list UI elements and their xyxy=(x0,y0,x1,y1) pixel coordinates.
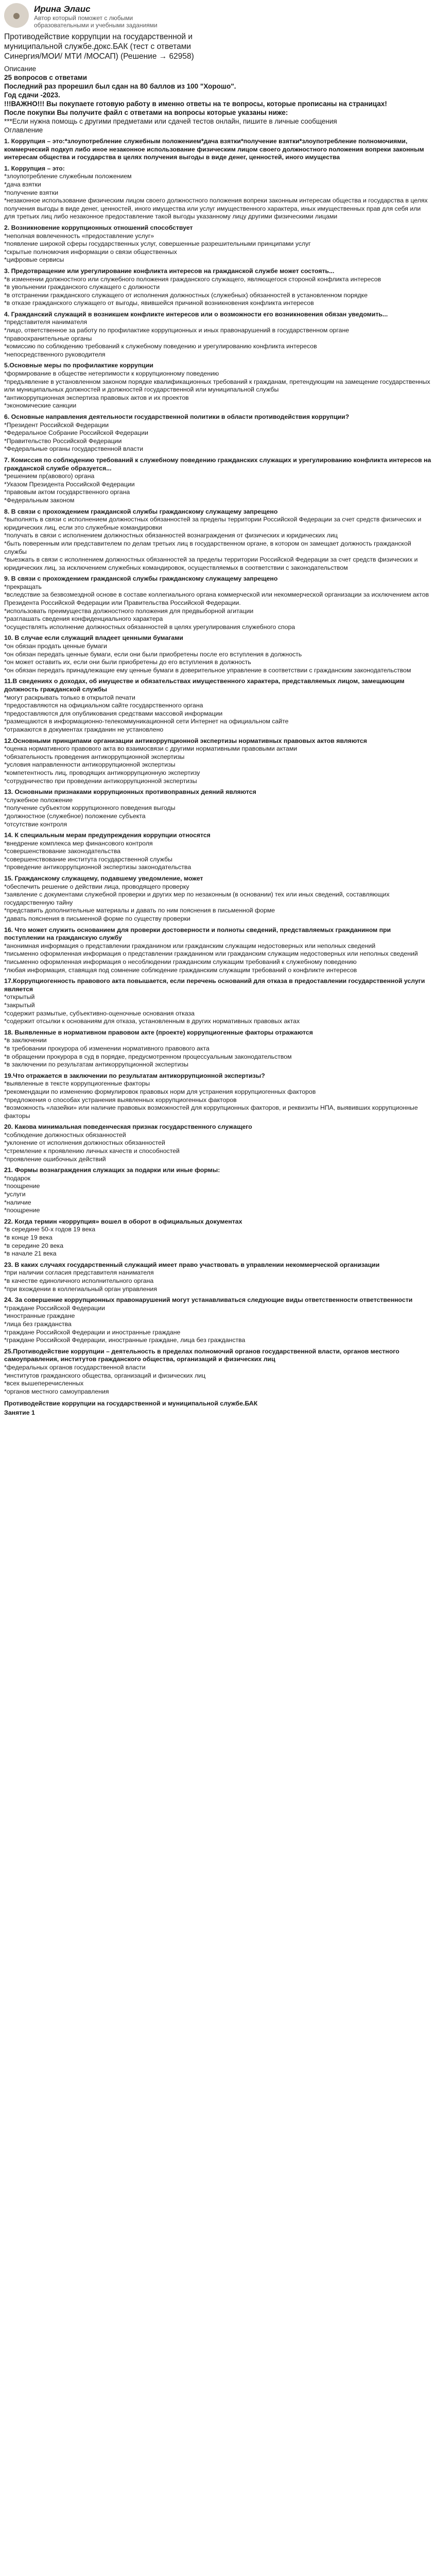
answer-line: *письменно оформленная информация о несоблюдении гражданским служащим требований к служебному поведению xyxy=(4,958,357,965)
author-block xyxy=(4,3,432,29)
answer-line: *он обязан передать ценные бумаги, если они были приобретены после его вступления в должность xyxy=(4,650,302,658)
answer-line: *выезжать в связи с исполнением должностных обязанностей за пределы территории Российской Федерации за счет средств физических и юридических лиц, за исключением служебных командировок, осуществляемых в соответствии с законодательством xyxy=(4,556,418,571)
question-line: 7. Комиссия по соблюдению требований к служебному поведению гражданских служащих и урегулированию конфликта интересов на гражданской службе образуется... xyxy=(4,456,431,472)
question-line: 1. Коррупция – это:*злоупотребление служебным положением*дача взятки*получение взятки*злоупотребление полномочиями, коммерческий подкуп либо иное незаконное использование физическим лицом своего должностного положения вопреки законным интересам общества и государства в целях получения выгоды в виде денег, ценностей, иного имущества xyxy=(4,138,424,161)
answer-line: *давать пояснения в письменной форме по существу проверки xyxy=(4,915,190,923)
answer-line: *лица без гражданства xyxy=(4,1320,72,1328)
answer-line: *граждане Российской Федерации xyxy=(4,1304,105,1312)
questions-count: 25 вопросов с ответами xyxy=(4,74,88,81)
answer-line: *всех вышеперечисленных xyxy=(4,1380,84,1387)
question-line: 25.Противодействие коррупции – деятельность в пределах полномочий органов государственной власти, органов местного самоуправления, институтов гражданского общества, организаций и физических лиц xyxy=(4,1347,399,1363)
answer-line: *в начале 21 века xyxy=(4,1250,57,1258)
answer-line: *Федеральные органы государственной власти xyxy=(4,445,144,453)
answer-line: *должностное (служебное) положение субъекта xyxy=(4,812,146,820)
score-note: Последний раз прорешил был сдан на 80 баллов из 100 "Хорошо". xyxy=(4,82,236,90)
questions-list xyxy=(4,138,432,1396)
answer-line: *прекращать xyxy=(4,583,42,590)
question-line: 16. Что может служить основанием для проверки достоверности и полноты сведений, представляемых гражданином при поступлении на гражданскую службу xyxy=(4,926,391,942)
answer-line: *в обращении прокурора в суд в порядке, предусмотренном процессуальным законодательством xyxy=(4,1053,292,1060)
question-line: 5.Основные меры по профилактике коррупции xyxy=(4,362,153,369)
answer-line: *содержит размытые, субъективно-оценочные основания отказа xyxy=(4,1009,195,1017)
answer-line: *служебное положение xyxy=(4,796,73,804)
answer-line: *формирование в обществе нетерпимости к коррупционному поведению xyxy=(4,370,219,378)
warning-note: После покупки Вы получите файл с ответами на вопросы которые указаны ниже: xyxy=(4,109,288,116)
answer-line: *в увольнении гражданского служащего с должности xyxy=(4,283,160,291)
answer-line: *лицо, ответственное за работу по профилактике коррупционных и иных правонарушений в государственном органе xyxy=(4,327,350,334)
answer-line: *Федеральным законом xyxy=(4,496,75,504)
answer-line: *выполнять в связи с исполнением должностных обязанностей за пределы территории Российской Федерации за счет средств физических и юридических лиц, если это служебные командировки xyxy=(4,516,422,531)
answer-line: *стремление к проявлению личных качеств и способностей xyxy=(4,1147,180,1155)
answer-line: *граждане Российской Федерации и иностранные граждане xyxy=(4,1328,181,1336)
answer-line: *внедрение комплекса мер финансового контроля xyxy=(4,839,153,847)
answer-line: *закрытый xyxy=(4,1001,35,1009)
answer-line: *дача взятки xyxy=(4,180,41,188)
answer-line: *сотрудничество при проведении антикоррупционной экспертизы xyxy=(4,777,197,785)
answer-line: *появление широкой сферы государственных услуг, совершенные разрешительными принципами услуг xyxy=(4,240,311,248)
answer-line: *обеспечить решение о действии лица, проводящего проверку xyxy=(4,883,189,890)
answer-line: *совершенствование института государственной службы xyxy=(4,855,172,863)
answer-line: *в середине 20 века xyxy=(4,1242,64,1249)
answer-line: *отсутствие контроля xyxy=(4,820,67,828)
answer-line: *правовым актом государственного органа xyxy=(4,488,130,496)
question-line: 22. Когда термин «коррупция» вошел в оборот в официальных документах xyxy=(4,1217,242,1225)
answer-line: *получать в связи с исполнением должностных обязанностей вознаграждения от физических и юридических лиц xyxy=(4,532,338,539)
answer-line: *в отстранении гражданского служащего от исполнения должностных (служебных) обязанностей в установленном порядке xyxy=(4,291,368,299)
answer-line: *оценка нормативного правового акта во взаимосвязи с другими нормативными правовыми актами xyxy=(4,745,298,753)
answer-line: *в требовании прокурора об изменении нормативного правового акта xyxy=(4,1044,210,1052)
answer-line: *поощрение xyxy=(4,1182,40,1190)
question-line: 18. Выявленные в нормативном правовом акте (проекте) коррупциогенные факторы отражаются xyxy=(4,1028,313,1036)
answer-line: *экономические санкции xyxy=(4,402,77,410)
answer-line: *Правительство Российской Федерации xyxy=(4,437,122,445)
answer-line: *содержит отсылки к основаниям для отказа, установленным в других нормативных правовых актах xyxy=(4,1018,300,1025)
answer-line: *иностранные граждане xyxy=(4,1312,75,1320)
answer-line: *в отказе гражданского служащего от выгоды, явившейся причиной возникновения конфликта интересов xyxy=(4,299,314,307)
question-line: 1. Коррупция – это: xyxy=(4,164,65,172)
answer-line: *в середине 50-х годов 19 века xyxy=(4,1226,96,1233)
author-avatar[interactable]: ● xyxy=(4,3,29,28)
meta-block xyxy=(4,64,432,134)
answer-line: *размещаются в информационно-телекоммуникационной сети Интернет на официальном сайте xyxy=(4,718,289,725)
answer-line: *получение субъектом коррупционного поведения выгоды xyxy=(4,804,176,812)
answer-line: *услуги xyxy=(4,1191,26,1198)
answer-line: *быть поверенным или представителем по делам третьих лиц в государственном органе, в котором он замещает должность гражданской службы xyxy=(4,539,411,555)
author-name[interactable]: Ирина Элаис xyxy=(34,4,91,14)
answer-line: *разглашать сведения конфиденциального характера xyxy=(4,615,163,623)
answer-line: *он может оставить их, если они были приобретены до его вступления в должность xyxy=(4,658,251,666)
answer-line: *открытый xyxy=(4,993,35,1001)
question-line: 15. Гражданскому служащему, подавшему уведомление, может xyxy=(4,875,203,883)
author-info xyxy=(34,3,188,29)
question-line: 8. В связи с прохождением гражданской службы гражданскому служащему запрещено xyxy=(4,507,278,515)
question-line: 21. Формы вознаграждения служащих за подарки или иные формы: xyxy=(4,1166,220,1174)
answer-line: *в конце 19 века xyxy=(4,1234,53,1241)
answer-line: *граждане Российской Федерации, иностранные граждане, лица без гражданства xyxy=(4,1336,246,1344)
answer-line: *комиссию по соблюдению требований к служебному поведению и урегулированию конфликта интересов xyxy=(4,343,317,350)
answer-line: *непосредственного руководителя xyxy=(4,350,106,358)
answer-line: *вследствие за безвозмездной основе в составе коллегиального органа коммерческой или некоммерческой организации за исключением актов Президента Российской Федерации или Правительства Российской Федерации. xyxy=(4,591,429,607)
question-line: 2. Возникновение коррупционных отношений способствует xyxy=(4,224,193,231)
answer-line: *Федеральное Собрание Российской Федерации xyxy=(4,429,148,437)
document-title: Противодействие коррупции на государственной и муниципальной службе.докс.БАК (тест с ответами Синергия/МОИ/ МТИ /МОСАП) (Решение → 62958) xyxy=(4,32,194,61)
answer-line: *совершенствование законодательства xyxy=(4,848,121,855)
answer-line: *он обязан передать принадлежащие ему ценные бумаги в доверительное управление в соответствии с гражданским законодательством xyxy=(4,666,411,674)
answer-line: *в качестве единоличного исполнительного органа xyxy=(4,1277,154,1284)
answer-line: *возможность «лазейки» или наличие правовых возможностей для коррупционных факторов, и реквизиты НПА, выявивших коррупционные факторы xyxy=(4,1104,418,1120)
answer-line: *органов местного самоуправления xyxy=(4,1387,109,1395)
answer-line: *проведение антикоррупционной экспертизы законодательства xyxy=(4,863,191,871)
answer-line: *при вхождении в коллегиальный орган управления xyxy=(4,1285,157,1293)
question-line: 24. За совершение коррупционных правонарушений могут устанавливаться следующие виды ответственности ответственности xyxy=(4,1296,413,1304)
answer-line: *он обязан продать ценные бумаги xyxy=(4,642,107,650)
answer-line: *уклонение от исполнения должностных обязанностей xyxy=(4,1139,165,1147)
answer-line: *компетентность лиц, проводящих антикоррупционную экспертизу xyxy=(4,769,200,776)
important-note: !!!ВАЖНО!!! Вы покупаете готовую работу в именно ответы на те вопросы, которые прописаны на страницах! xyxy=(4,100,387,108)
answer-line: *предоставляются на официальном сайте государственного органа xyxy=(4,702,203,709)
question-line: 14. К специальным мерам предупреждения коррупции относятся xyxy=(4,832,211,839)
answer-line: *рекомендации по изменению формулировок правовых норм для устранения коррупциогенных факторов xyxy=(4,1088,316,1095)
question-line: 12.Основными принципами организации антикоррупционной экспертизы нормативных правовых актов являются xyxy=(4,737,367,744)
contents-label: Оглавление xyxy=(4,126,43,134)
question-line: 13. Основными признаками коррупционных противоправных деяний являются xyxy=(4,788,256,796)
answer-line: *в заключении xyxy=(4,1037,47,1044)
footer-title: Противодействие коррупции на государственной и муниципальной службе.БАК xyxy=(4,1400,258,1408)
answer-line: *поощрение xyxy=(4,1207,40,1214)
answer-line: *институтов гражданского общества, организаций и физических лиц xyxy=(4,1371,206,1379)
answer-line: *цифровые сервисы xyxy=(4,256,64,264)
description-label: Описание xyxy=(4,65,37,73)
answer-line: *федеральных органов государственной власти xyxy=(4,1363,146,1371)
answer-line: *выявленные в тексте коррупциогенные факторы xyxy=(4,1080,150,1088)
answer-line: *представить дополнительные материалы и давать по ним пояснения в письменной форме xyxy=(4,907,275,914)
question-line: 17.Коррупциогенность правового акта повышается, если перечень оснований для отказа в предоставлении государственной услуги является xyxy=(4,977,425,993)
answer-line: *правоохранительные органы xyxy=(4,334,92,342)
answer-line: *использовать преимущества должностного положения для предвыборной агитации xyxy=(4,607,254,615)
answer-line: *отражаются в документах гражданин не установлено xyxy=(4,725,164,733)
answer-line: *в заключении по результатам антикоррупционной экспертизы xyxy=(4,1061,188,1069)
answer-line: *условия направленности антикоррупционной экспертизы xyxy=(4,761,176,769)
answer-line: *антикоррупционная экспертиза правовых актов и их проектов xyxy=(4,394,189,401)
answer-line: *предъявление в установленном законом порядке квалификационных требований к гражданам, претендующим на замещение государственных или муниципальных должностей и должностей государственной или муниципальной службы xyxy=(4,378,430,394)
answer-line: *злоупотребление служебным положением xyxy=(4,173,132,180)
answer-line: *Указом Президента Российской Федерации xyxy=(4,480,135,488)
answer-line: *заявление с документами служебной проверки и других мер по незаконным (в основании) тех или иных сведений, составляющих государственную тайну xyxy=(4,891,390,906)
question-line: 6. Основные направления деятельности государственной политики в области противодействия коррупции? xyxy=(4,413,350,420)
question-line: 19.Что отражается в заключении по результатам антикоррупционной экспертизы? xyxy=(4,1072,265,1079)
answer-line: *обязательность проведения антикоррупционной экспертизы xyxy=(4,753,185,760)
answer-line: *анонимная информация о представлении гражданином или гражданским служащим недостоверных или неполных сведений xyxy=(4,942,376,950)
answer-line: *подарок xyxy=(4,1174,31,1182)
question-line: 4. Гражданский служащий в возникшем конфликте интересов или о возможности его возникновения обязан уведомить... xyxy=(4,310,388,318)
answer-line: *проявление ошибочных действий xyxy=(4,1155,106,1163)
search-tip: ***Если нужна помощь с другими предметами или сдачей тестов онлайн, пишите в личные сообщения xyxy=(4,117,337,125)
answer-line: *соблюдение должностных обязанностей xyxy=(4,1131,126,1139)
answer-line: *предложения о способах устранения выявленных коррупциогенных факторов xyxy=(4,1096,237,1104)
question-line: 20. Какова минимальная поведенческая признак государственного служащего xyxy=(4,1123,252,1131)
answer-line: *скрытые полномочия информации о связи общественных xyxy=(4,248,177,256)
answer-line: *Президент Российской Федерации xyxy=(4,421,109,429)
question-line: 9. В связи с прохождением гражданской службы гражданскому служащему запрещено xyxy=(4,575,278,583)
year-note: Год сдачи -2023. xyxy=(4,91,60,99)
answer-line: *при наличии согласия представителя нанимателя xyxy=(4,1269,154,1277)
answer-line: *представителя нанимателя xyxy=(4,318,88,326)
answer-line: *получение взятки xyxy=(4,189,59,196)
answer-line: *любая информация, ставящая под сомнение соблюдение гражданским служащим требований о конфликте интересов xyxy=(4,966,357,974)
answer-line: *наличие xyxy=(4,1198,31,1206)
answer-line: *могут раскрывать только в открытой печати xyxy=(4,693,135,701)
answer-line: *незаконное использование физическим лицом своего должностного положения вопреки законным интересам общества и государства в целях получения выгоды в виде денег, ценностей, иного имущества или услуг имущественного характера, иных имущественных прав для себя или для третьих лиц либо незаконное предоставление такой выгоды указанному лицу другими физическими лицами xyxy=(4,197,428,221)
answer-line: *в изменении должностного или служебного положения гражданского служащего, являющегося стороной конфликта интересов xyxy=(4,275,381,283)
footer-lesson: Занятие 1 xyxy=(4,1409,35,1416)
answer-line: *неполная вовлеченность «предоставление услуг» xyxy=(4,232,154,240)
answer-line: *осуществлять исполнение должностных обязанностей в целях урегулирования служебного спора xyxy=(4,623,295,631)
answer-line: *предоставляются для опубликования средствами массовой информации xyxy=(4,709,223,717)
question-line: 3. Предотвращение или урегулирование конфликта интересов на гражданской службе может состоять... xyxy=(4,267,335,275)
question-line: 11.В сведениях о доходах, об имуществе и обязательствах имущественного характера, представляемых лицом, замещающим должность гражданской службы xyxy=(4,677,405,693)
question-line: 10. В случае если служащий владеет ценными бумагами xyxy=(4,634,183,642)
answer-line: *решением пр(авового) органа xyxy=(4,472,95,480)
answer-line: *письменно оформленная информация о представлении гражданином или гражданским служащим недостоверных или неполных сведений xyxy=(4,950,418,958)
question-line: 23. В каких случаях государственный служащий имеет право участвовать в управлении некоммерческой организации xyxy=(4,1261,380,1268)
author-description: Автор который поможет с любыми образовательными и учебными заданиями xyxy=(34,14,158,29)
